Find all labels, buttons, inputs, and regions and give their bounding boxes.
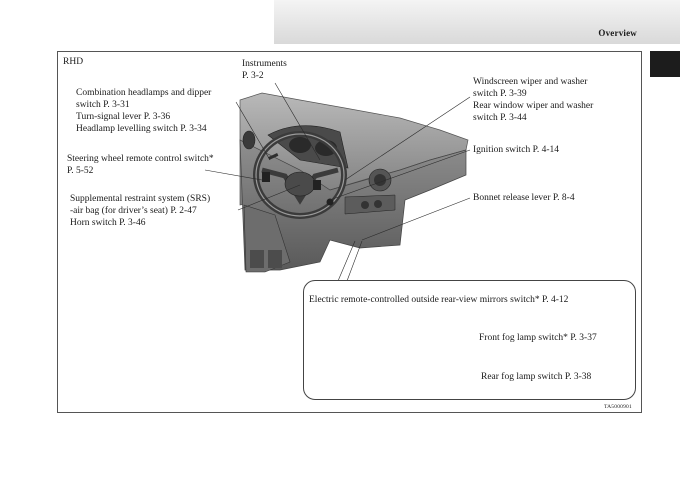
rhd-label: RHD — [63, 57, 84, 67]
callout-front-fog: Front fog lamp switch* P. 3-37 — [479, 333, 597, 343]
callout-mirror-switch: Electric remote-controlled outside rear-view mirrors switch* P. 4-12 — [309, 295, 569, 305]
callout-rear-fog: Rear fog lamp switch P. 3-38 — [481, 372, 592, 382]
callout-ignition: Ignition switch P. 4-14 — [473, 145, 560, 155]
callout-srs-airbag: Supplemental restraint system (SRS) -air bag (for driver’s seat) P. 2-47 Horn switch P. 3-46 — [70, 194, 211, 228]
section-title: Overview — [598, 28, 637, 38]
left-vent — [243, 131, 255, 149]
ignition-switch — [327, 199, 334, 206]
steering-hub — [285, 172, 315, 196]
callout-bonnet-release: Bonnet release lever P. 8-4 — [473, 193, 575, 203]
callout-wiper-washer: Windscreen wiper and washer switch P. 3-39 Rear window wiper and washer switch P. 3-44 — [473, 77, 594, 123]
callout-combination-switches: Combination headlamps and dipper switch P. 3-31 Turn-signal lever P. 3-36 Headlamp levelling switch P. 3-34 — [76, 88, 212, 134]
figure-code: TA5000901 — [604, 404, 632, 410]
callout-instruments: Instruments P. 3-2 — [242, 59, 287, 81]
callout-steering-remote: Steering wheel remote control switch* P. 5-52 — [67, 154, 214, 176]
